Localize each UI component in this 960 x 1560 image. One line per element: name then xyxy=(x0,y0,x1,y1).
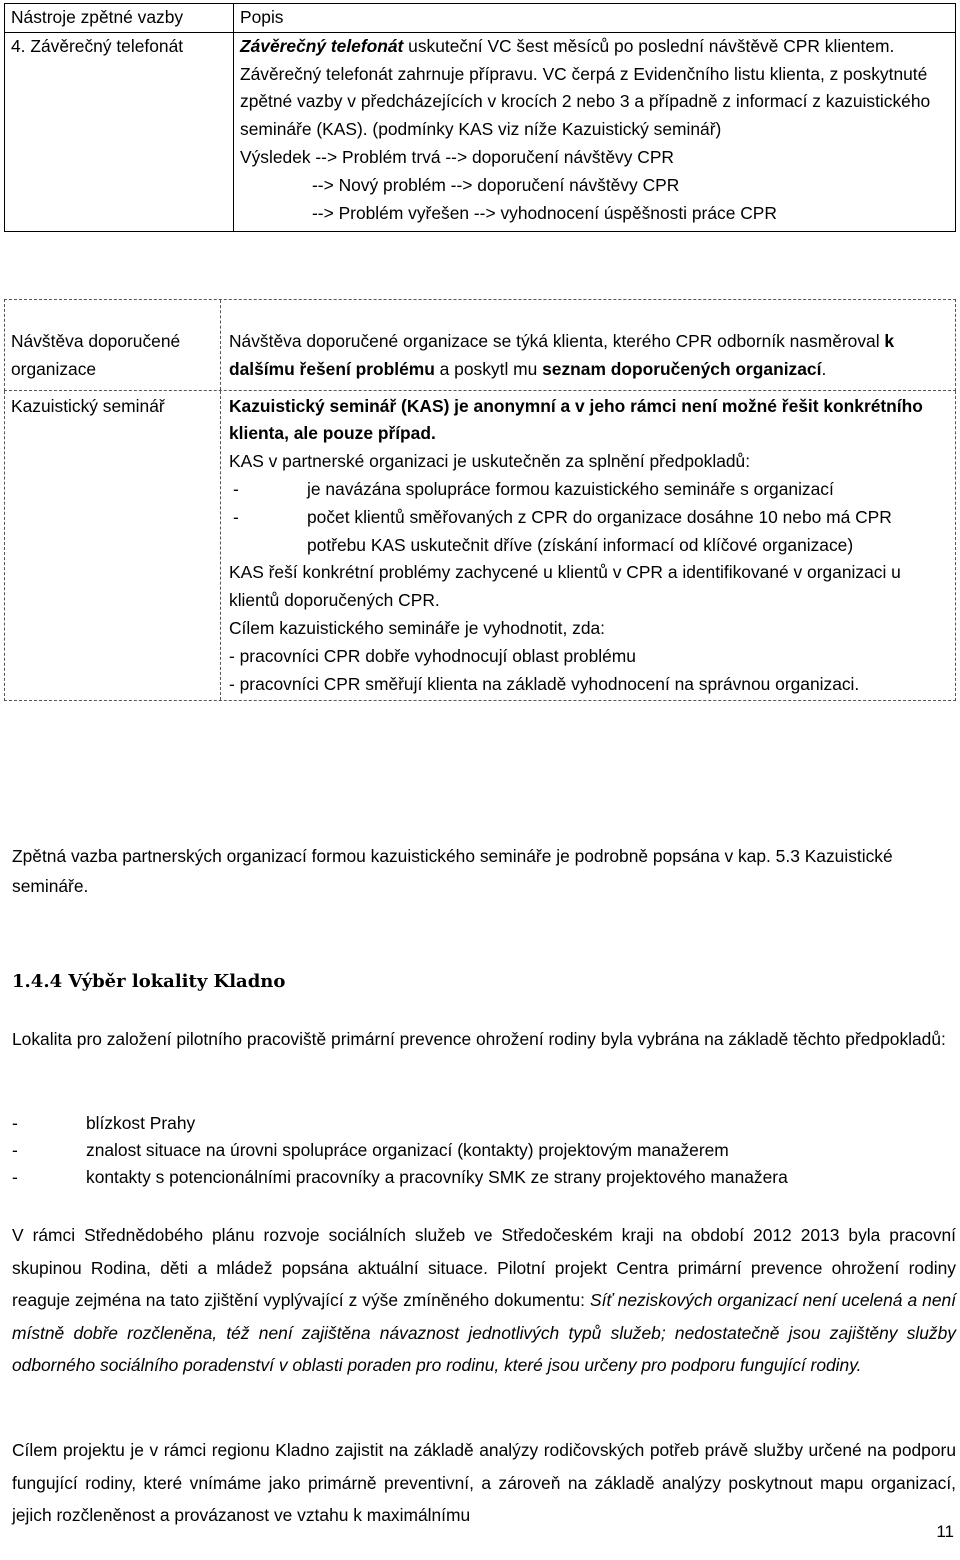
final-call-result-1: Výsledek --> Problém trvá --> doporučení návštěvy CPR xyxy=(240,146,674,167)
goal-paragraph: Cílem projektu je v rámci regionu Kladno zajistit na základě analýzy rodičovských potřeb právě služby určené na podporu fungující rodiny, které vnímáme jako primárně preventivní, a zároveň na základě analýzy poskytnout mapu organizací, jejich rozčleněnost a provázanost ve vztahu k maximálnímu xyxy=(12,1440,956,1525)
list-item: - počet klientů směřovaných z CPR do organizace dosáhne 10 nebo má CPR potřebu KAS uskutečnit dříve (získání informací od klíčové organizace) xyxy=(233,506,892,555)
intro-paragraph: Lokalita pro založení pilotního pracoviště primární prevence ohrožení rodiny byla vybrána na základě těchto předpokladů: xyxy=(12,1029,946,1049)
row-description-final-call xyxy=(234,32,956,232)
table-row xyxy=(5,32,956,232)
final-call-line2: Závěrečný telefonát zahrnuje přípravu. VC čerpá z Evidenčního listu klienta, z poskytnuté zpětné vazby v předcházejících v krocích 2 nebo 3 a případně z informací z kazuistického semináře (KAS). (podmínky KAS viz níže Kazuistický seminář) xyxy=(240,63,931,140)
row-label-visit: Návštěva doporučené organizace xyxy=(5,300,221,390)
bullet-list xyxy=(12,1110,956,1191)
header-tools: Nástroje zpětné vazby xyxy=(5,4,234,33)
feedback-paragraph: Zpětná vazba partnerských organizací formou kazuistického semináře je podrobně popsána v kap. 5.3 Kazuistické semináře. xyxy=(12,846,893,896)
table-row xyxy=(4,391,956,702)
row-description-visit: Návštěva doporučené organizace se týká klienta, kterého CPR odborník nasměroval k dalšímu řešení problému a poskytl mu seznam doporučených organizací. xyxy=(229,331,895,379)
list-item: - znalost situace na úrovni spolupráce organizací (kontakty) projektovým manažerem xyxy=(12,1140,729,1160)
row-label-seminar: Kazuistický seminář xyxy=(5,391,221,701)
row-label-final-call: 4. Závěrečný telefonát xyxy=(5,32,234,232)
final-call-line1: Závěrečný telefonát uskuteční VC šest měsíců po poslední návštěvě CPR klientem. xyxy=(240,35,895,56)
row-description-seminar: Kazuistický seminář (KAS) je anonymní a v jeho rámci není možné řešit konkrétního klienta, ale pouze případ. KAS v partnerské organizaci je uskutečněn za splnění předpokladů: - je navázána spolupráce formou kazuistického semináře s organizací - počet klientů směřovaných z CPR do organizace dosáhne 10 nebo má CPR potřebu KAS uskutečnit dříve (získání informací od klíčové organizace) KAS řeší konkrétní problémy zachycené u klientů v CPR a identifikované v organizaci u klientů doporučených CPR. Cílem kazuistického semináře je vyhodnotit, zda: - pracovníci CPR dobře vyhodnocují oblast problému - pracovníci CPR směřují klienta na základě vyhodnocení na správnou organizaci. xyxy=(221,391,955,701)
header-description: Popis xyxy=(234,4,956,33)
table-row xyxy=(4,299,956,391)
list-item: - je navázána spolupráce formou kazuistického semináře s organizací xyxy=(233,478,834,499)
final-call-result-3: --> Problém vyřešen --> vyhodnocení úspěšnosti práce CPR xyxy=(312,202,777,223)
list-item: - kontakty s potencionálními pracovníky a pracovníky SMK ze strany projektového manažera xyxy=(12,1167,788,1187)
page-number: 11 xyxy=(936,1522,954,1541)
list-item: - blízkost Prahy xyxy=(12,1113,196,1133)
seminar-table xyxy=(4,299,956,701)
table-header-row xyxy=(5,4,956,33)
plan-paragraph: V rámci Střednědobého plánu rozvoje sociálních služeb ve Středočeském kraji na období 2012 2013 byla pracovní skupinou Rodina, děti a mládež popsána aktuální situace. Pilotní projekt Centra primární prevence ohrožení rodiny reaguje zejména na tato zjištění vyplývající z výše zmíněného dokumentu: Síť neziskových organizací není ucelená a není místně dobře rozčleněna, též není zajištěna návaznost jednotlivých typů služeb; nedostatečně jsou zajištěny služby odborného sociálního poradenství v oblasti poraden pro rodinu, které jsou určeny pro podporu fungující rodiny. xyxy=(12,1225,956,1375)
final-call-result-2: --> Nový problém --> doporučení návštěvy CPR xyxy=(312,174,680,195)
feedback-tools-table xyxy=(4,3,956,232)
section-heading: 1.4.4 Výběr lokality Kladno xyxy=(12,971,286,992)
